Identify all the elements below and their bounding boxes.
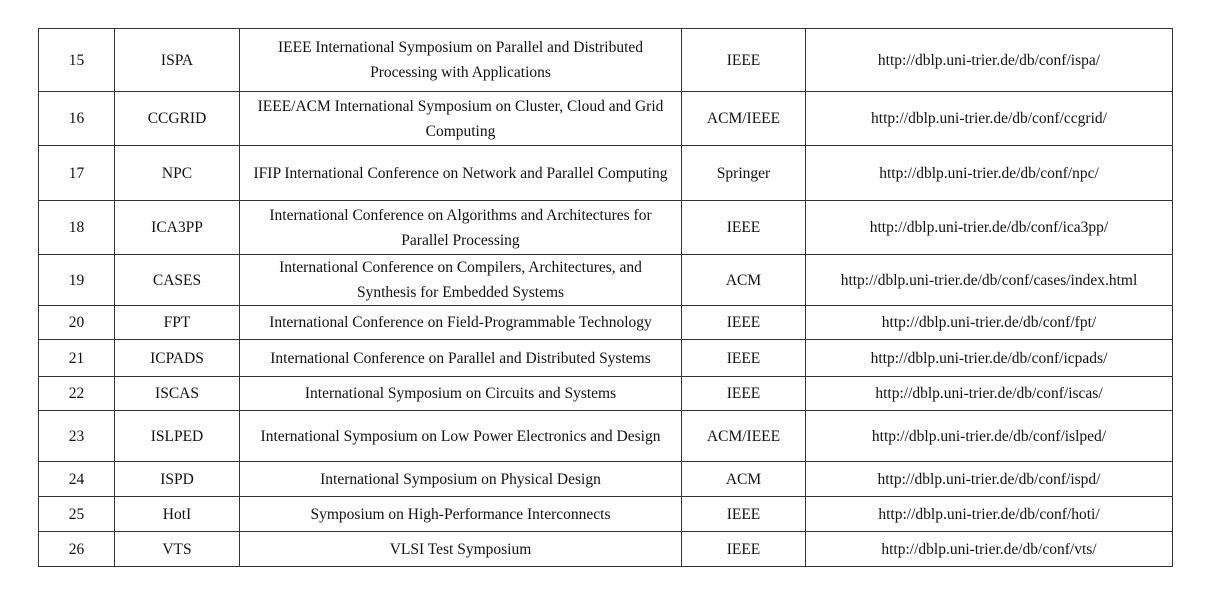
table-row (39, 377, 1173, 411)
publisher: Springer (682, 146, 806, 201)
table-row (39, 306, 1173, 340)
table-row (39, 29, 1173, 92)
publisher: IEEE (682, 340, 806, 377)
publisher: ACM/IEEE (682, 411, 806, 462)
dblp-url: http://dblp.uni-trier.de/db/conf/fpt/ (806, 306, 1173, 340)
conference-abbreviation: NPC (115, 146, 240, 201)
conference-abbreviation: ISPA (115, 29, 240, 92)
table-row (39, 340, 1173, 377)
row-number: 21 (39, 340, 115, 377)
conference-abbreviation: CASES (115, 255, 240, 306)
conference-name: IEEE International Symposium on Parallel and Distributed Processing with Applications (240, 29, 682, 92)
table-row (39, 411, 1173, 462)
conference-name: International Conference on Compilers, Architectures, and Synthesis for Embedded Systems (240, 255, 682, 306)
row-number: 22 (39, 377, 115, 411)
conference-abbreviation: CCGRID (115, 92, 240, 146)
publisher: ACM/IEEE (682, 92, 806, 146)
dblp-url: http://dblp.uni-trier.de/db/conf/icpads/ (806, 340, 1173, 377)
dblp-url: http://dblp.uni-trier.de/db/conf/hoti/ (806, 497, 1173, 532)
table-row (39, 201, 1173, 255)
conference-abbreviation: ISPD (115, 462, 240, 497)
publisher: IEEE (682, 306, 806, 340)
conference-name: International Conference on Field-Programmable Technology (240, 306, 682, 340)
publisher: IEEE (682, 377, 806, 411)
row-number: 24 (39, 462, 115, 497)
conference-abbreviation: VTS (115, 532, 240, 567)
table-row (39, 146, 1173, 201)
publisher: ACM (682, 462, 806, 497)
dblp-url: http://dblp.uni-trier.de/db/conf/npc/ (806, 146, 1173, 201)
table-row (39, 497, 1173, 532)
dblp-url: http://dblp.uni-trier.de/db/conf/vts/ (806, 532, 1173, 567)
row-number: 20 (39, 306, 115, 340)
conference-name: Symposium on High-Performance Interconnects (240, 497, 682, 532)
table-row (39, 532, 1173, 567)
conference-abbreviation: HotI (115, 497, 240, 532)
row-number: 23 (39, 411, 115, 462)
row-number: 16 (39, 92, 115, 146)
row-number: 25 (39, 497, 115, 532)
conference-table (38, 28, 1173, 567)
row-number: 15 (39, 29, 115, 92)
dblp-url: http://dblp.uni-trier.de/db/conf/ica3pp/ (806, 201, 1173, 255)
row-number: 18 (39, 201, 115, 255)
conference-abbreviation: ISCAS (115, 377, 240, 411)
conference-abbreviation: ICA3PP (115, 201, 240, 255)
row-number: 17 (39, 146, 115, 201)
conference-name: International Conference on Parallel and Distributed Systems (240, 340, 682, 377)
conference-name: International Symposium on Low Power Electronics and Design (240, 411, 682, 462)
publisher: ACM (682, 255, 806, 306)
conference-name: VLSI Test Symposium (240, 532, 682, 567)
dblp-url: http://dblp.uni-trier.de/db/conf/ispa/ (806, 29, 1173, 92)
conference-name: IFIP International Conference on Network and Parallel Computing (240, 146, 682, 201)
publisher: IEEE (682, 29, 806, 92)
publisher: IEEE (682, 532, 806, 567)
row-number: 19 (39, 255, 115, 306)
dblp-url: http://dblp.uni-trier.de/db/conf/ispd/ (806, 462, 1173, 497)
dblp-url: http://dblp.uni-trier.de/db/conf/iscas/ (806, 377, 1173, 411)
publisher: IEEE (682, 201, 806, 255)
dblp-url: http://dblp.uni-trier.de/db/conf/ccgrid/ (806, 92, 1173, 146)
conference-name: International Symposium on Circuits and Systems (240, 377, 682, 411)
table-row (39, 462, 1173, 497)
conference-abbreviation: ISLPED (115, 411, 240, 462)
dblp-url: http://dblp.uni-trier.de/db/conf/islped/ (806, 411, 1173, 462)
dblp-url: http://dblp.uni-trier.de/db/conf/cases/index.html (806, 255, 1173, 306)
table-row (39, 255, 1173, 306)
conference-abbreviation: FPT (115, 306, 240, 340)
row-number: 26 (39, 532, 115, 567)
conference-abbreviation: ICPADS (115, 340, 240, 377)
publisher: IEEE (682, 497, 806, 532)
table-row (39, 92, 1173, 146)
conference-name: International Symposium on Physical Design (240, 462, 682, 497)
conference-name: International Conference on Algorithms and Architectures for Parallel Processing (240, 201, 682, 255)
conference-name: IEEE/ACM International Symposium on Cluster, Cloud and Grid Computing (240, 92, 682, 146)
